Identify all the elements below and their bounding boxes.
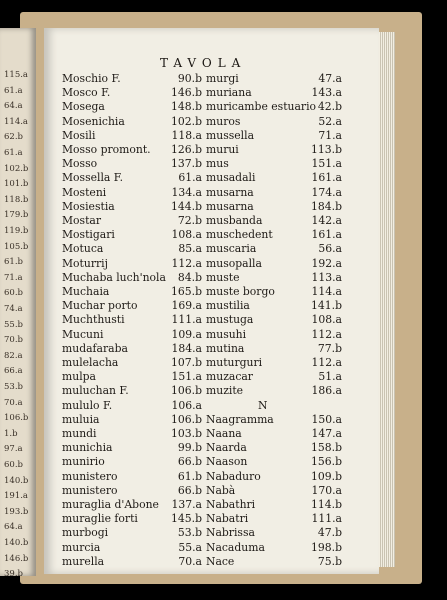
entry-page-ref: 170.a [311,483,342,497]
entry-name: murella [62,554,105,568]
entry-page-ref: 158.b [311,441,342,455]
entry-name: murgi [206,72,239,85]
entry-name: Moschio F. [62,72,121,85]
entry-name: mudafaraba [62,341,128,355]
entry-page-ref: 84.b [177,270,202,284]
left-page-fragment: 105.b [4,241,29,252]
entry-page-ref: 55.a [178,540,202,554]
left-page-fragment: 61.b [4,257,23,268]
left-page-fragment: 118.b [4,194,29,205]
entry-page-ref: 150.a [311,412,342,426]
left-page-fragment: 61.a [4,85,23,96]
entry-name: mustuga [206,313,254,327]
entry-name: muricambe estuario [206,100,317,114]
entry-name: Mosega [62,100,105,114]
entry-name: muste [206,270,240,284]
entry-page-ref: 186.a [311,384,342,398]
entry-name: mutina [206,341,245,355]
left-page-fragment: 70.b [4,335,23,346]
entry-name: muluia [62,412,100,426]
entry-page-ref: 145.b [171,512,202,526]
entry-name: Mosili [62,128,96,142]
entry-name: murbogi [62,526,109,540]
entry-name: Muchaia [62,285,110,298]
entry-page-ref: 111.a [171,313,202,327]
entry-page-ref: 111.a [311,512,342,526]
entry-page-ref: 198.b [311,540,342,554]
entry-name: Moturrij [62,256,108,270]
entry-name: muzacar [206,370,253,384]
entry-page-ref: 143.a [311,86,342,100]
entry-name: mululo F. [62,398,113,412]
entry-page-ref: 137.b [171,157,202,171]
entry-page-ref: 192.a [311,256,342,270]
entry-page-ref: 85.a [178,242,202,256]
entry-page-ref: 106.a [171,398,202,412]
entry-name: muraglia d'Abone [62,498,159,511]
entry-name: mundi [62,427,97,440]
entry-name: Nabrissa [206,526,255,540]
left-page-fragment: 55.b [4,319,23,330]
entry-page-ref: 114.a [311,285,342,298]
entry-name: musopalla [206,256,262,270]
entry-name: Mosenichia [62,114,125,128]
entry-page-ref: 108.a [311,313,342,327]
entry-name: Mosso [62,157,98,171]
entry-name: muriana [206,86,252,100]
entry-page-ref: 106.b [171,384,202,398]
entry-page-ref: 71.a [318,128,342,142]
entry-page-ref: 137.a [171,498,202,511]
entry-page-ref: 51.a [318,370,342,384]
entry-page-ref: 90.b [177,72,202,85]
entry-page-ref: 112.a [311,327,342,341]
entry-name: mustilia [206,299,250,313]
left-page-fragment: 74.a [4,304,23,314]
entry-name: Mosiestia [62,199,115,213]
entry-page-ref: 161.a [311,171,342,185]
left-page-fragment: 191.a [4,491,28,502]
index-row [44,555,379,571]
left-page-fragment: 97.a [4,444,23,455]
entry-name: Muchthusti [62,313,125,327]
entry-name: Naarda [206,441,247,455]
entry-name: munistero [62,469,118,483]
entry-page-ref: 184.b [311,199,342,213]
left-page-fragment: 66.a [4,366,23,377]
entry-page-ref: 165.b [171,285,202,298]
entry-page-ref: 156.b [311,455,342,469]
entry-page-ref: 103.b [171,427,202,440]
entry-name: Motuca [62,242,104,256]
entry-name: mulelacha [62,356,119,369]
entry-page-ref: 107.b [171,356,202,369]
entry-page-ref: 108.a [171,228,202,242]
left-page-fragment: 102.b [4,163,29,174]
entry-page-ref: 112.a [171,256,202,270]
entry-name: Naana [206,427,242,440]
left-page-fragment: 119.b [4,226,29,236]
entry-name: Mosso promont. [62,143,151,156]
left-page-fragment: 61.a [4,148,23,158]
entry-page-ref: 61.b [177,469,202,483]
left-page-fragment: 106.b [4,413,29,424]
entry-name: muturguri [206,356,263,369]
entry-name: muros [206,114,241,128]
entry-page-ref: 148.b [171,100,202,114]
left-page-fragment: 82.a [4,350,23,361]
entry-name: muluchan F. [62,384,129,398]
entry-page-ref: 53.b [177,526,202,540]
entry-name: munistero [62,483,118,497]
left-page-fragment: 115.a [4,70,28,80]
entry-name: murcia [62,540,101,554]
left-page-fragment: 140.b [4,538,29,548]
entry-page-ref: 66.b [177,455,202,469]
entry-name: musarna [206,199,254,213]
entry-page-ref: 114.b [311,498,342,511]
left-page-fragment: 71.a [4,272,23,283]
entry-page-ref: 61.a [178,171,202,185]
entry-name: musadali [206,171,256,185]
page-title: TAVOLA [160,56,247,70]
entry-page-ref: 142.a [311,214,342,227]
entry-page-ref: 99.b [177,441,202,455]
entry-page-ref: 184.a [171,341,202,355]
left-page-fragment: 179.b [4,210,29,221]
entry-page-ref: 144.b [171,199,202,213]
entry-name: Nabathri [206,498,256,511]
left-page-fragment: 140.b [4,475,29,486]
entry-page-ref: 70.a [178,554,202,568]
entry-page-ref: 147.a [311,427,342,440]
entry-page-ref: 56.a [318,242,342,256]
entry-name: Nabaduro [206,469,261,483]
left-page-fragment: 60.b [4,460,23,470]
entry-page-ref: 113.a [311,270,342,284]
entry-name: Mostar [62,214,102,227]
entry-name: mussella [206,128,255,142]
entry-name: Mucuni [62,327,104,341]
entry-name: Naason [206,455,248,469]
entry-name: musuhi [206,327,247,341]
entry-name: munichia [62,441,113,455]
entry-name: Naagramma [206,412,274,426]
index-page [44,28,379,574]
left-page-fragment: 193.b [4,506,29,517]
section-letter: N [258,398,268,412]
entry-name: mulpa [62,370,96,384]
entry-name: Mosco F. [62,86,111,100]
entry-page-ref: 113.b [311,143,342,156]
entry-page-ref: 109.a [171,327,202,341]
left-page-fragment: 53.b [4,382,23,392]
entry-page-ref: 174.a [311,185,342,199]
entry-page-ref: 118.a [171,128,202,142]
left-page-fragment: 101.b [4,179,29,190]
entry-name: mus [206,157,229,171]
left-page-fragment: 39.b [4,569,23,576]
left-page-fragment: 70.a [4,397,23,408]
entry-name: Muchar porto [62,299,138,313]
entry-page-ref: 52.a [318,114,342,128]
entry-page-ref: 47.a [318,72,342,85]
entry-name: Mossella F. [62,171,124,185]
entry-name: muste borgo [206,285,275,298]
entry-page-ref: 109.b [311,469,342,483]
left-page-fragment: 1.b [4,428,18,439]
left-page-fragment: 64.a [4,101,23,112]
entry-name: muschedent [206,228,273,242]
entry-page-ref: 151.a [311,157,342,171]
entry-name: Nabatri [206,512,249,526]
left-page-fragment: 114.a [4,116,28,127]
entry-page-ref: 141.b [311,299,342,313]
entry-name: Muchaba luch'nola [62,270,166,284]
entry-name: murui [206,143,239,156]
entry-name: musbanda [206,214,263,227]
entry-page-ref: 146.b [171,86,202,100]
entry-page-ref: 47.b [317,526,342,540]
entry-page-ref: 75.b [317,554,342,568]
entry-page-ref: 126.b [171,143,202,156]
entry-page-ref: 72.b [177,214,202,227]
entry-name: muzite [206,384,244,398]
entry-name: Nace [206,554,235,568]
entry-page-ref: 102.b [171,114,202,128]
entry-name: muscaria [206,242,257,256]
entry-name: Mostigari [62,228,115,242]
entry-name: munirio [62,455,105,469]
entry-page-ref: 161.a [311,228,342,242]
left-page-fragment: 146.b [4,553,29,564]
entry-page-ref: 169.a [171,299,202,313]
left-page [0,28,36,576]
entry-name: Nabà [206,483,236,497]
entry-name: muraglie forti [62,512,138,526]
entry-page-ref: 134.a [171,185,202,199]
left-page-fragment: 60.b [4,288,23,299]
entry-name: Nacaduma [206,540,265,554]
entry-page-ref: 42.b [317,100,342,114]
entry-page-ref: 77.b [317,341,342,355]
left-page-fragment: 64.a [4,522,23,533]
entry-name: Mosteni [62,185,107,199]
left-page-fragment: 62.b [4,132,23,143]
entry-page-ref: 151.a [171,370,202,384]
entry-page-ref: 66.b [177,483,202,497]
entry-page-ref: 112.a [311,356,342,369]
entry-page-ref: 106.b [171,412,202,426]
entry-name: musarna [206,185,254,199]
